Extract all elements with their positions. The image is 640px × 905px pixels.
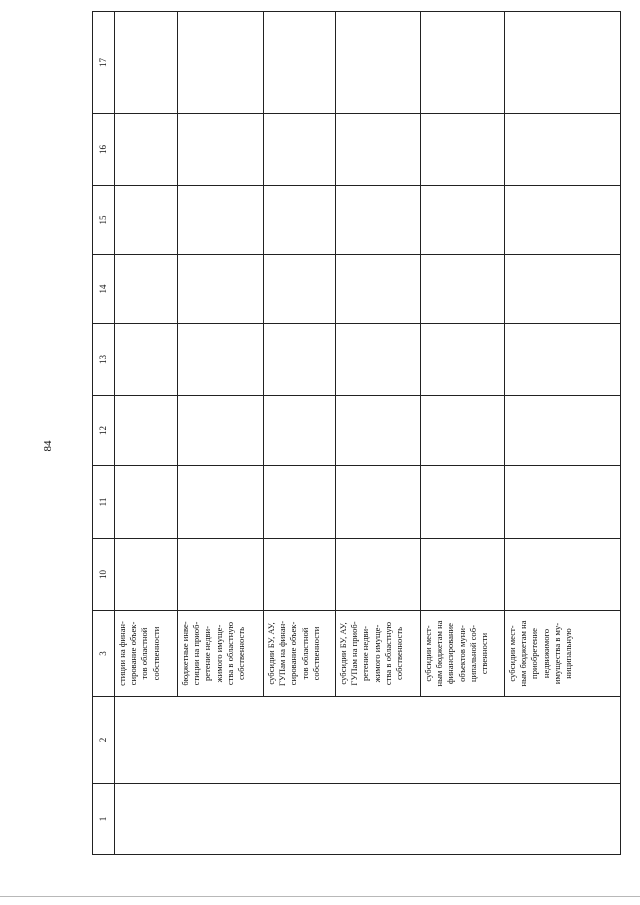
table-cell	[505, 114, 621, 186]
data-table	[92, 11, 621, 855]
table-cell	[178, 12, 264, 114]
table-cell	[264, 114, 336, 186]
table-cell	[115, 255, 178, 324]
column-header: 13	[93, 324, 115, 396]
table-cell	[264, 12, 336, 114]
table-cell	[178, 466, 264, 539]
table-cell	[115, 324, 178, 396]
table-cell	[264, 324, 336, 396]
table-cell	[115, 396, 178, 466]
table-cell	[505, 539, 621, 611]
table-cell	[421, 539, 505, 611]
description-cell: субсидии мест- ным бюджетам на приобретение недвижимого имущества в му- ниципальную	[505, 611, 621, 697]
table-cell	[336, 186, 421, 255]
table-cell	[178, 114, 264, 186]
rotated-table-wrapper	[92, 12, 619, 855]
table-cell	[421, 12, 505, 114]
header-row	[93, 12, 115, 855]
table-cell	[115, 186, 178, 255]
table-cell	[505, 255, 621, 324]
column-header: 14	[93, 255, 115, 324]
table-cell	[421, 255, 505, 324]
table-row	[115, 12, 178, 855]
table-cell	[115, 114, 178, 186]
table-cell	[264, 539, 336, 611]
column-header: 15	[93, 186, 115, 255]
table-cell	[336, 12, 421, 114]
table-cell	[336, 114, 421, 186]
table-cell	[505, 324, 621, 396]
table-cell	[421, 324, 505, 396]
table-cell	[264, 396, 336, 466]
col-2-merged-cell	[115, 697, 621, 784]
table-cell	[115, 539, 178, 611]
description-cell: бюджетные инве- стиции на приоб- ретение недви- жимого имуще- ства в областную собственность	[178, 611, 264, 697]
table-cell	[115, 12, 178, 114]
column-header: 10	[93, 539, 115, 611]
table-cell	[178, 324, 264, 396]
table-cell	[178, 396, 264, 466]
table-cell	[336, 539, 421, 611]
table-cell	[421, 186, 505, 255]
table-cell	[505, 466, 621, 539]
table-cell	[115, 466, 178, 539]
description-cell: субсидии БУ, АУ, ГУПам на финан- сирование объек- тов областной собственности	[264, 611, 336, 697]
column-header: 3	[93, 611, 115, 697]
col-1-merged-cell	[115, 784, 621, 855]
table-cell	[421, 396, 505, 466]
table-cell	[336, 396, 421, 466]
column-header: 1	[93, 784, 115, 855]
description-cell: субсидии мест- ным бюджетам на финансирование объектов муни- ципальной соб- ственности	[421, 611, 505, 697]
table-cell	[421, 466, 505, 539]
table-cell	[264, 255, 336, 324]
table-cell	[505, 396, 621, 466]
column-header: 11	[93, 466, 115, 539]
table-cell	[421, 114, 505, 186]
table-cell	[178, 255, 264, 324]
bottom-rule	[0, 896, 640, 897]
table-cell	[264, 466, 336, 539]
table-cell	[178, 186, 264, 255]
table-cell	[178, 539, 264, 611]
description-cell: субсидии БУ, АУ, ГУПам на приоб- ретение недви- жимого имуще- ства в областную собственность	[336, 611, 421, 697]
table-cell	[336, 324, 421, 396]
column-header: 17	[93, 12, 115, 114]
column-header: 16	[93, 114, 115, 186]
column-header: 12	[93, 396, 115, 466]
table-cell	[336, 255, 421, 324]
page-number: 84	[42, 440, 54, 452]
table-cell	[264, 186, 336, 255]
description-cell: стиции на финан- сирование объек- тов областной собственности	[115, 611, 178, 697]
column-header: 2	[93, 697, 115, 784]
table-cell	[505, 186, 621, 255]
table-cell	[505, 12, 621, 114]
table-cell	[336, 466, 421, 539]
